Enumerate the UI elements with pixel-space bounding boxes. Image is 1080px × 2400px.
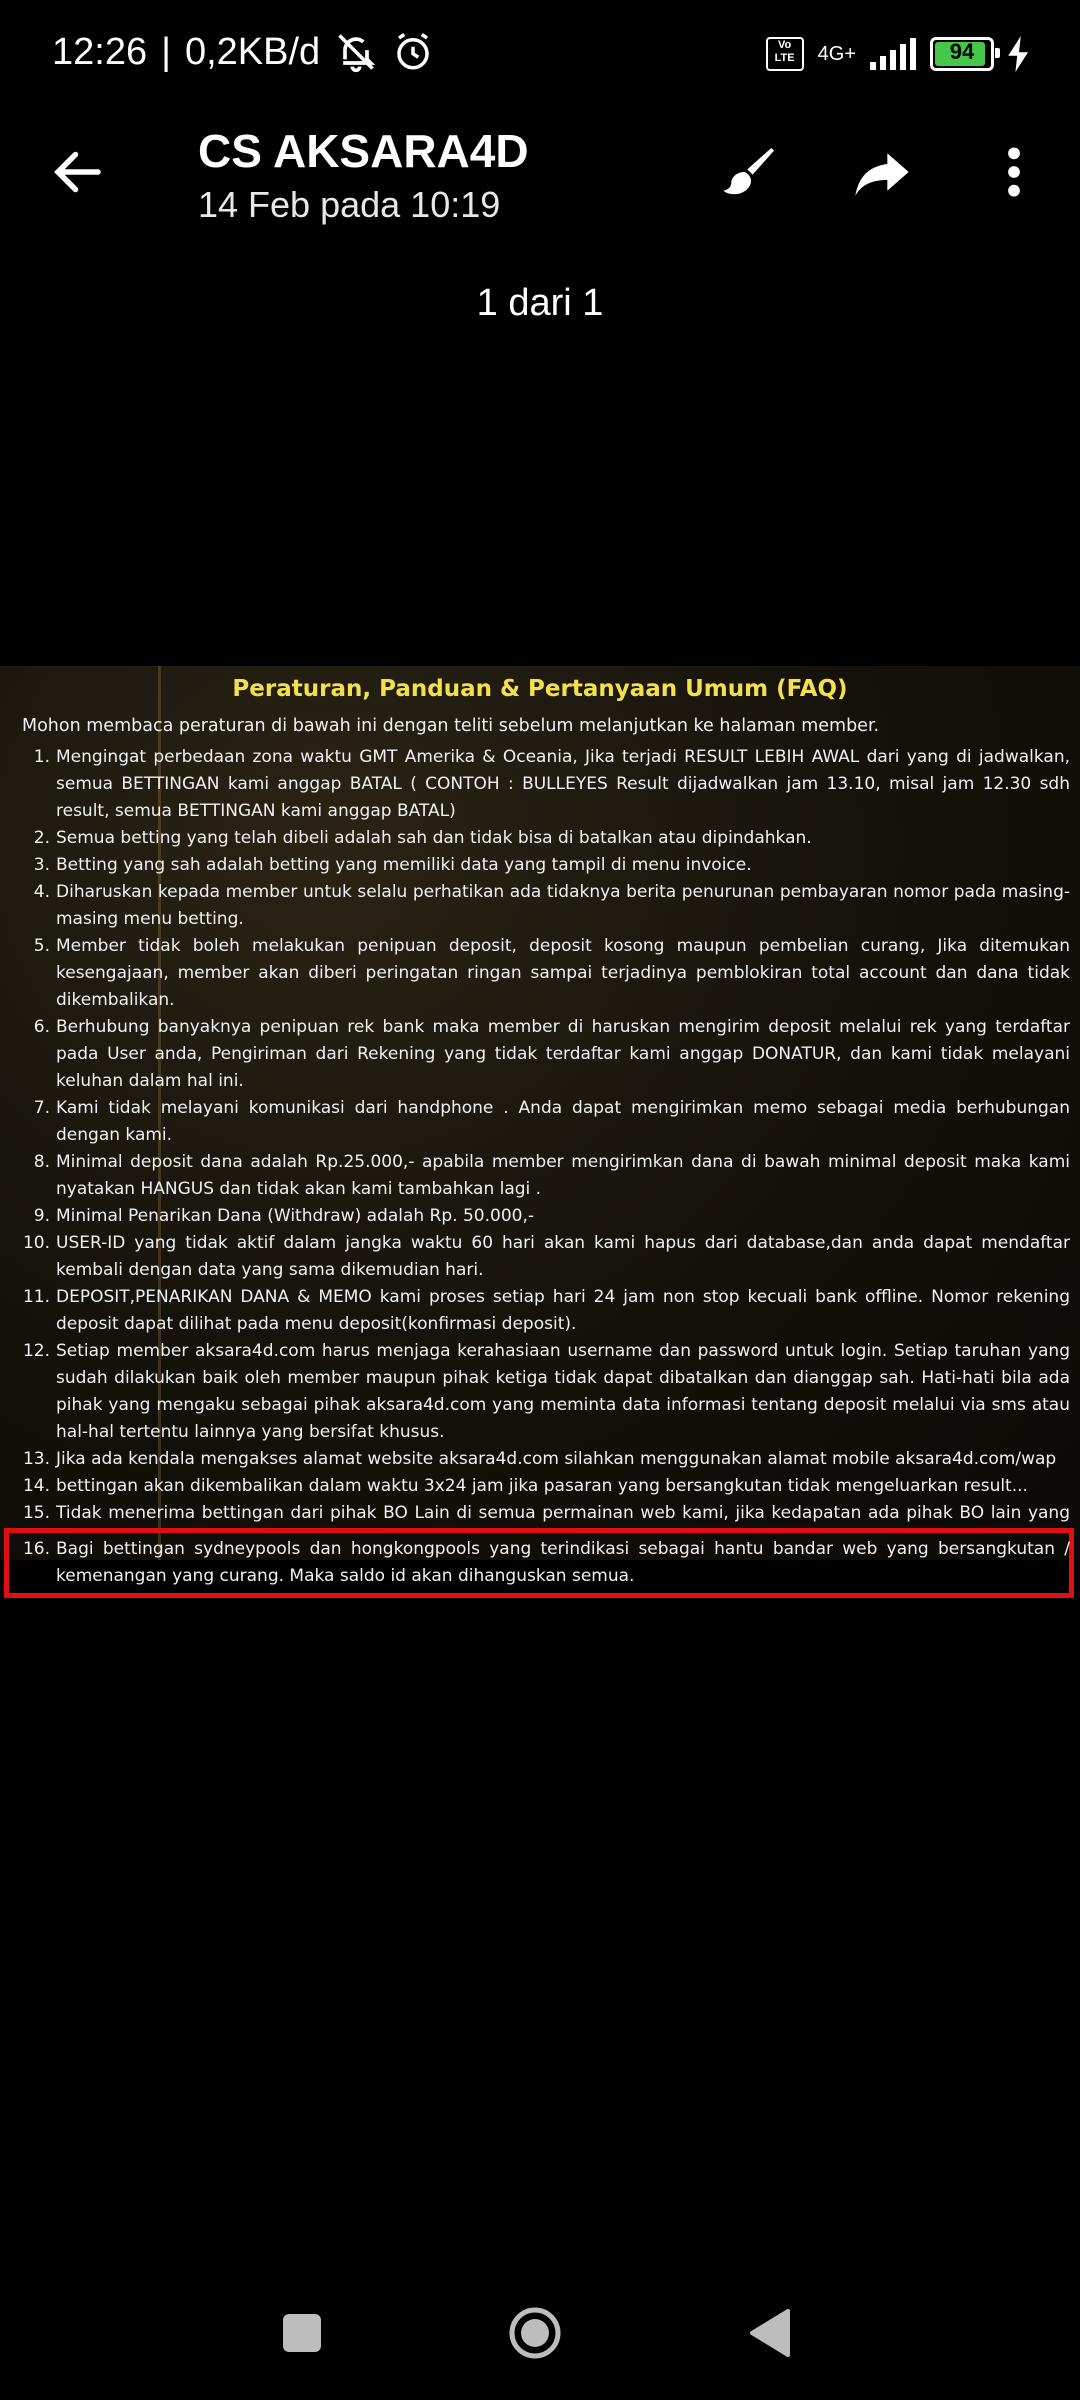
list-item: 10. USER-ID yang tidak aktif dalam jangka waktu 60 hari akan kami hapus dari database,dan anda dapat mendaftar kembali dengan data yang sama dikemudian hari. <box>22 1233 1070 1280</box>
list-item: 11. DEPOSIT,PENARIKAN DANA & MEMO kami proses setiap hari 24 jam non stop kecuali bank offline. Nomor rekening deposit dapat dilihat pada menu deposit(konfirmasi deposit). <box>22 1287 1070 1334</box>
edit-brush-icon[interactable] <box>718 140 782 204</box>
list-item: 15. Tidak menerima bettingan dari pihak BO Lain di semua permainan web kami, jika kedapatan ada pihak BO lain yang <box>22 1503 1070 1523</box>
list-item: 8. Minimal deposit dana adalah Rp.25.000,- apabila member mengirimkan dana di bawah minimal deposit maka kami nyatakan HANGUS dan tidak akan kami tambahkan lagi . <box>33 1152 1070 1199</box>
list-item: 1. Mengingat perbedaan zona waktu GMT Amerika & Oceania, Jika terjadi RESULT LEBIH AWAL dari yang di jadwalkan, semua BETTINGAN kami anggap BATAL ( CONTOH : BULLEYES Result dijadwalkan jam 13.10, misal jam 12.30 sdh result, semua BETTINGAN kami anggap BATAL) <box>33 747 1070 821</box>
back-triangle-button[interactable] <box>748 2308 790 2358</box>
status-bar <box>0 0 1080 120</box>
list-item: 14. bettingan akan dikembalikan dalam waktu 3x24 jam jika pasaran yang bersangkutan tidak mengeluarkan result... <box>22 1476 1028 1496</box>
list-item: 5. Member tidak boleh melakukan penipuan deposit, deposit kosong maupun pembelian curang, Jika ditemukan kesengajaan, member akan diberi peringatan ringan sampai terjadinya pemblokiran total account dan dana tidak dikembalikan. <box>33 936 1070 1010</box>
highlighted-list-item: 16. Bagi bettingan sydneypools dan hongkongpools yang terindikasi sebagai hantu bandar web yang bersangkutan / kemenangan yang curang. Maka saldo id akan dihanguskan semua. <box>22 1539 1070 1586</box>
clock: 12:26 <box>52 30 148 73</box>
faq-title: Peraturan, Panduan & Pertanyaan Umum (FAQ) <box>232 676 848 702</box>
navigation-bar <box>0 2280 1080 2400</box>
image-counter: 1 dari 1 <box>476 282 604 324</box>
home-button[interactable] <box>508 2306 562 2360</box>
recents-button[interactable] <box>283 2314 321 2352</box>
list-item: 3. Betting yang sah adalah betting yang memiliki data yang tampil di menu invoice. <box>33 855 752 875</box>
data-speed: 0,2KB/d <box>184 30 321 73</box>
faq-list <box>22 744 1070 1527</box>
list-item: 12. Setiap member aksara4d.com harus menjaga kerahasiaan username dan password untuk login. Setiap taruhan yang sudah dilakukan baik oleh member maupun pihak ketiga tidak dapat dibatalkan dan dianggap sah. Hati-hati bila ada pihak yang mengaku sebagai pihak aksara4d.com yang meminta data informasi tentang deposit melalui via sms atau hal-hal tertentu lainnya yang bersifat khusus. <box>22 1341 1070 1442</box>
message-date: 14 Feb pada 10:19 <box>198 184 501 225</box>
chat-title: CS AKSARA4D <box>198 125 529 177</box>
battery-icon <box>930 37 994 71</box>
faq-image[interactable] <box>0 666 1080 1560</box>
signal-icon <box>870 38 916 70</box>
bell-off-icon <box>334 30 378 74</box>
alarm-icon <box>392 31 434 73</box>
list-item: 9. Minimal Penarikan Dana (Withdraw) adalah Rp. 50.000,- <box>33 1206 534 1226</box>
faq-intro: Mohon membaca peraturan di bawah ini dengan teliti sebelum melanjutkan ke halaman member. <box>22 716 880 736</box>
list-item: 6. Berhubung banyaknya penipuan rek bank maka member di haruskan mengirim deposit melalui rek yang terdaftar pada User anda, Pengiriman dari Rekening yang tidak terdaftar kami anggap DONATUR, dan kami tidak melayani keluhan dalam hal ini. <box>33 1017 1070 1091</box>
charging-icon <box>1008 36 1030 72</box>
app-bar <box>0 110 1080 240</box>
network-type: 4G+ <box>817 42 856 65</box>
list-item: 7. Kami tidak melayani komunikasi dari handphone . Anda dapat mengirimkan memo sebagai media berhubungan dengan kami. <box>33 1098 1070 1145</box>
separator: | <box>161 30 171 73</box>
back-arrow-icon[interactable] <box>48 142 108 202</box>
status-left <box>52 30 434 74</box>
list-item: 2. Semua betting yang telah dibeli adalah sah dan tidak bisa di batalkan atau dipindahkan. <box>33 828 812 848</box>
list-item: 4. Diharuskan kepada member untuk selalu perhatikan ada tidaknya berita penurunan pembayaran nomor pada masing-masing menu betting. <box>33 882 1070 929</box>
more-options-icon[interactable] <box>982 140 1046 204</box>
forward-icon[interactable] <box>850 140 914 204</box>
status-right <box>766 36 1030 72</box>
volte-icon: Vo LTE <box>766 37 804 71</box>
list-item: 13. Jika ada kendala mengakses alamat website aksara4d.com silahkan menggunakan alamat mobile aksara4d.com/wap <box>22 1449 1057 1469</box>
battery-level: 94 <box>949 39 975 64</box>
